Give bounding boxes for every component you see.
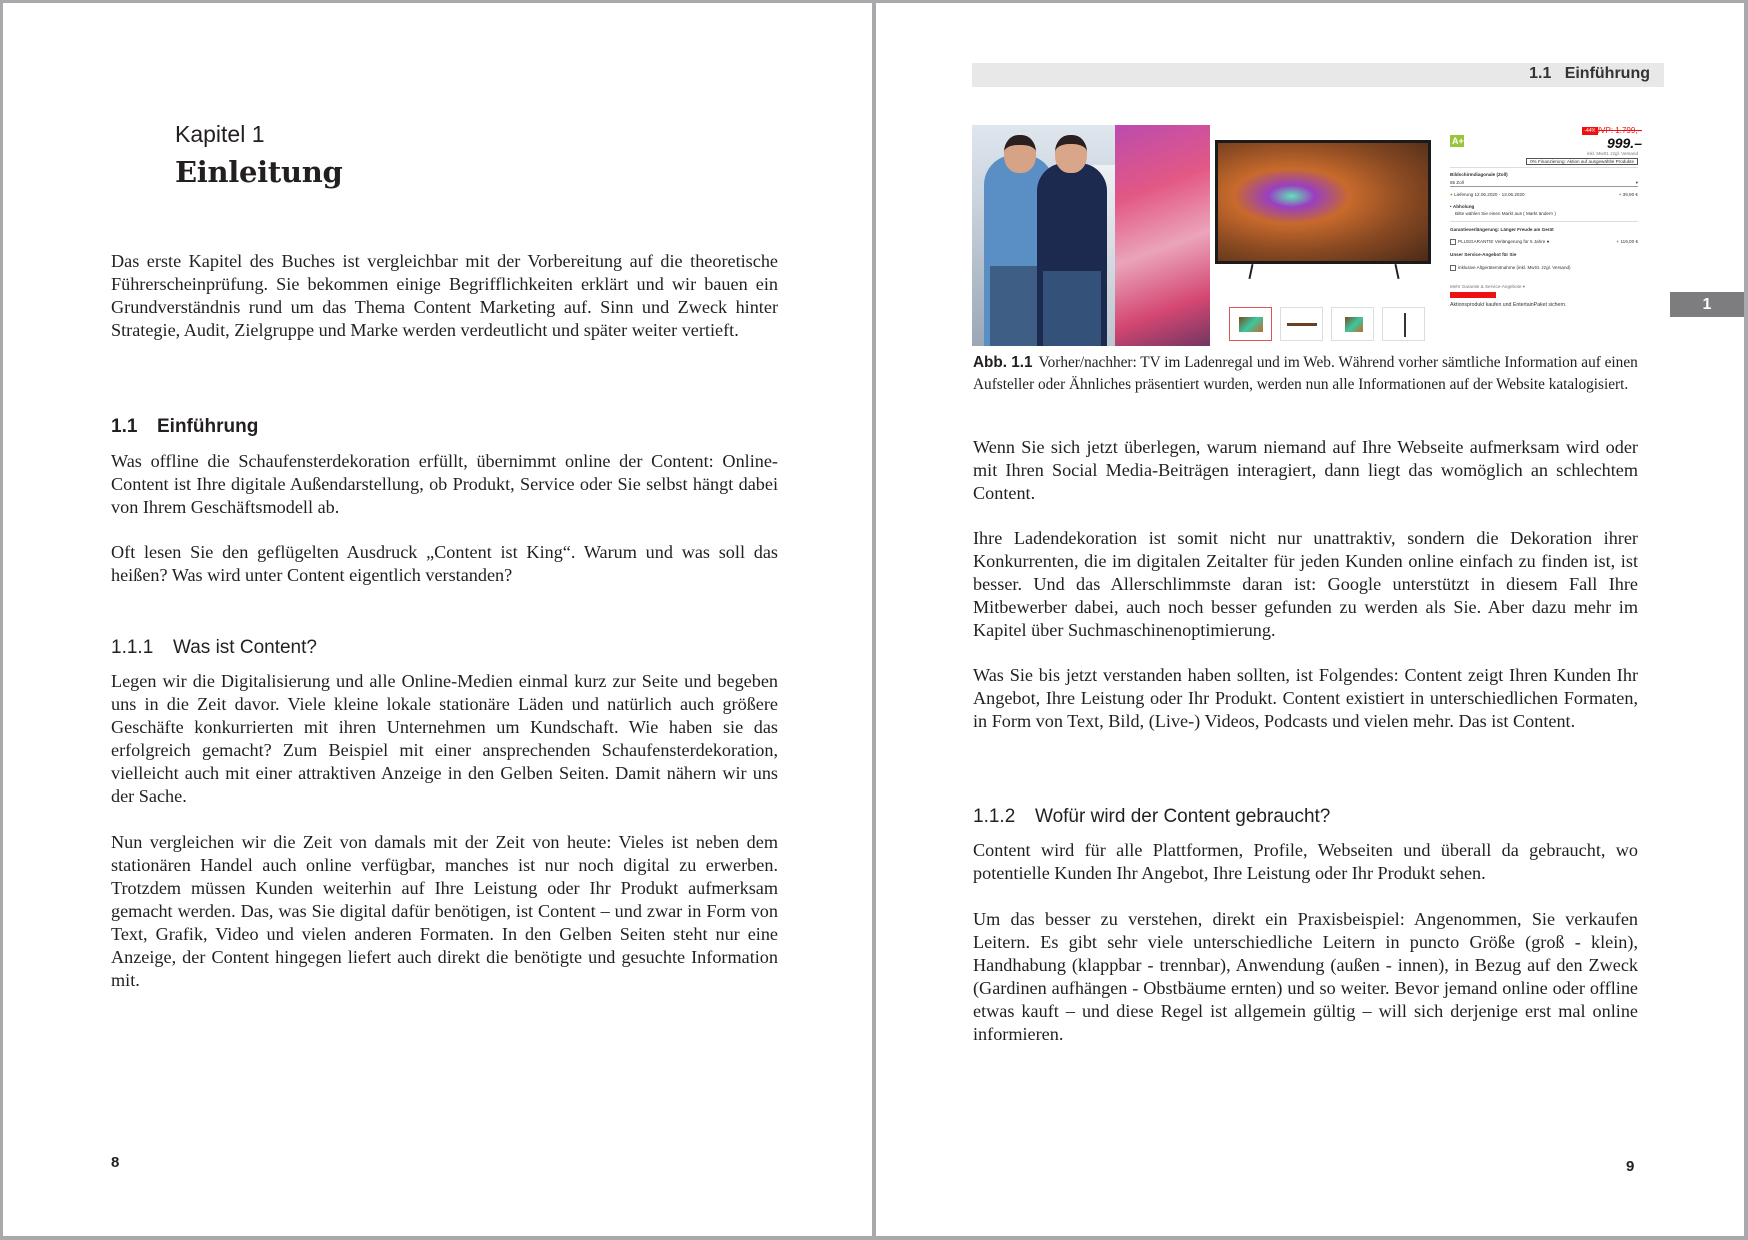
more-services-link[interactable]: Mehr Garantie & Service-Angebote ▾: [1450, 284, 1526, 289]
chapter-thumb-tab: 1: [1670, 292, 1744, 317]
intro-paragraph: Das erste Kapitel des Buches ist vergleichbar mit der Vorbereitung auf die theoretische Führerscheinprüfung. Sie bekommen einige Begrifflichkeiten erklärt und wir bauen ein Grundverständnis rund um das Thema Content Marketing auf. Sinn und Zweck hinter Strategie, Audit, Zielgruppe und Marke werden verdeutlicht und später weiter vertieft.: [111, 251, 778, 340]
section-heading-1-1-1: [111, 637, 317, 659]
page-number: 9: [1626, 1158, 1635, 1175]
promo-button[interactable]: [1450, 292, 1496, 298]
warranty-title: Garantieverlängerung: Länger Freude am Gerät: [1450, 227, 1554, 232]
figure-caption: [973, 352, 1653, 395]
promo-text: Aktionsprodukt kaufen und EntertainPaket sichern.: [1450, 302, 1567, 308]
paragraph: Content wird für alle Plattformen, Profile, Webseiten und überall da gebraucht, wo potentielle Kunden Ihr Angebot, Ihre Leistung oder Ihr Produkt sehen.: [973, 840, 1638, 883]
paragraph: Legen wir die Digitalisierung und alle Online-Medien einmal kurz zur Seite und begeben uns in die Zeit davor. Viele kleine lokale stationäre Läden und natürlich auch größere Geschäfte konkurrierten mit ihren Unternehmen um Kundschaft. Wie haben sie das erfolgreich gemacht? Zum Beispiel mit einer ansprechenden Schaufensterdekoration, vielleicht auch mit einer attraktiven Anzeige in den Gelben Seiten. Damit nähern wir uns der Sache.: [111, 671, 778, 806]
left-page: [3, 3, 872, 1236]
section-title: Was ist Content?: [173, 637, 317, 658]
running-head: [972, 63, 1664, 87]
thumbnail-side[interactable]: [1382, 307, 1425, 341]
section-number: 1.1.2: [973, 806, 1016, 827]
paragraph: Was Sie bis jetzt verstanden haben sollten, ist Folgendes: Content zeigt Ihren Kunden Ihr Angebot, Ihre Leistung oder Ihr Produkt. Content existiert in unterschiedlichen Formaten, in Form von Text, Bild, (Live-) Videos, Podcasts und vielen mehr. Das ist Content.: [973, 665, 1638, 731]
caption-text: Vorher/nachher: TV im Ladenregal und im Web. Während vorher sämtliche Information auf einen Aufsteller oder Ähnliches präsentiert wurden, werden nun alle Informationen auf der Website katalogisiert.: [973, 354, 1638, 393]
service-title: Unser Service-Angebot für Sie: [1450, 252, 1517, 257]
figure-1-1: [972, 122, 1664, 346]
paragraph: Nun vergleichen wir die Zeit von damals mit der Zeit von heute: Vieles ist neben dem stationären Handel auch online verfügbar, manches ist nur noch digital zu erwerben. Trotzdem müssen Kunden weiterhin auf Ihre Leistung oder Ihr Produkt aufmerksam gemacht werden. Das, was Sie digital dafür benötigen, ist Content – und zwar in Form von Text, Grafik, Video und vielen anderen Formaten. In den Gelben Seiten steht nur eine Anzeige, der Content hingegen liefert auch direkt die benötigte und gesuchte Information mit.: [111, 832, 778, 990]
tv-product-image: [1215, 140, 1431, 264]
size-label: Bildschirmdiagonale (Zoll): [1450, 172, 1508, 177]
delivery-option[interactable]: ● Lieferung 12.06.2020 - 13.06.2020 + 39,90 €: [1450, 192, 1638, 197]
paragraph: Oft lesen Sie den geflügelten Ausdruck „Content ist King“. Warum und was soll das heißen? Was wird unter Content eigentlich verstanden?: [111, 542, 778, 585]
product-thumbnails: [1229, 307, 1425, 341]
caption-label: Abb. 1.1: [973, 354, 1033, 371]
paragraph: Was offline die Schaufensterdekoration erfüllt, übernimmt online der Content: Online-Content ist Ihre digitale Außendarstellung, ob Produkt, Service oder Sie selbst hängt dabei von Ihrem Geschäftsmodell ab.: [111, 451, 778, 517]
energy-label-badge: A+: [1452, 136, 1464, 146]
thumbnail-angle[interactable]: [1331, 307, 1374, 341]
store-photo: [972, 125, 1210, 346]
discount-badge: -44%: [1584, 128, 1596, 134]
chapter-label: Kapitel 1: [175, 121, 265, 147]
product-panel: [1450, 122, 1645, 346]
right-page: [876, 3, 1744, 1236]
thumbnail-top[interactable]: [1280, 307, 1323, 341]
section-title: Einführung: [157, 416, 259, 437]
chapter-title: Einleitung: [175, 155, 343, 189]
paragraph: Um das besser zu verstehen, direkt ein Praxisbeispiel: Angenommen, Sie verkaufen Leitern. Es gibt sehr viele unterschiedliche Leitern in puncto Größe (groß - klein), Handhabung (klappbar - trennbar), Anwendung (außen - innen), in Bezug auf den Zweck (Gardinen aufhängen - Obstbäume ernten) und so weiter. Bevor jemand online oder offline etwas kauft – und diese Regel ist allgemein gültig – will sich derjenige erst mal online informieren.: [973, 909, 1638, 1044]
price-note: inkl. MwSt. zzgl. Versand: [1586, 151, 1638, 156]
service-checkbox[interactable]: inklusive Altgerätemitnahme (inkl. MwSt. zzgl. Versand): [1450, 265, 1638, 271]
size-select[interactable]: 65 Zoll ▾: [1450, 180, 1638, 185]
price: 999.–: [1606, 135, 1642, 151]
section-heading-1-1-2: [973, 806, 1330, 828]
section-title: Wofür wird der Content gebraucht?: [1035, 806, 1331, 827]
section-number: 1.1: [111, 416, 138, 437]
pickup-note: Bitte wählen Sie einen Markt aus ( Markt ändern ): [1455, 211, 1556, 216]
page-number: 8: [111, 1154, 120, 1171]
running-head-text: 1.1 Einführung: [1529, 65, 1650, 82]
thumbnail-front[interactable]: [1229, 307, 1272, 341]
old-price: UVP: 1.799,–: [1594, 126, 1642, 135]
financing-note: 0% Finanzierung: Aktion auf ausgewählte Produkte: [1450, 159, 1638, 164]
warranty-checkbox[interactable]: PLUSGARANTIE Verlängerung für 5 Jahre ● + 119,00 €: [1450, 239, 1638, 245]
pickup-option[interactable]: • Abholung: [1450, 204, 1475, 209]
paragraph: Ihre Ladendekoration ist somit nicht nur unattraktiv, sondern die Dekoration ihrer Konkurrenten, die im digitalen Zeitalter für jeden Kunden online einfach zu finden ist, ist besser. Und das Allerschlimmste daran ist: Google unterstützt in diesem Fall Ihre Mitbewerber dabei, auch noch besser gefunden zu werden als Sie. Aber dazu mehr im Kapitel über Suchmaschinenoptimierung.: [973, 528, 1638, 640]
paragraph: Wenn Sie sich jetzt überlegen, warum niemand auf Ihre Webseite aufmerksam wird oder mit Ihren Social Media-Beiträgen interagiert, dann liegt das womöglich an schlechtem Content.: [973, 437, 1638, 503]
section-heading-1-1: [111, 416, 258, 438]
section-number: 1.1.1: [111, 637, 154, 658]
